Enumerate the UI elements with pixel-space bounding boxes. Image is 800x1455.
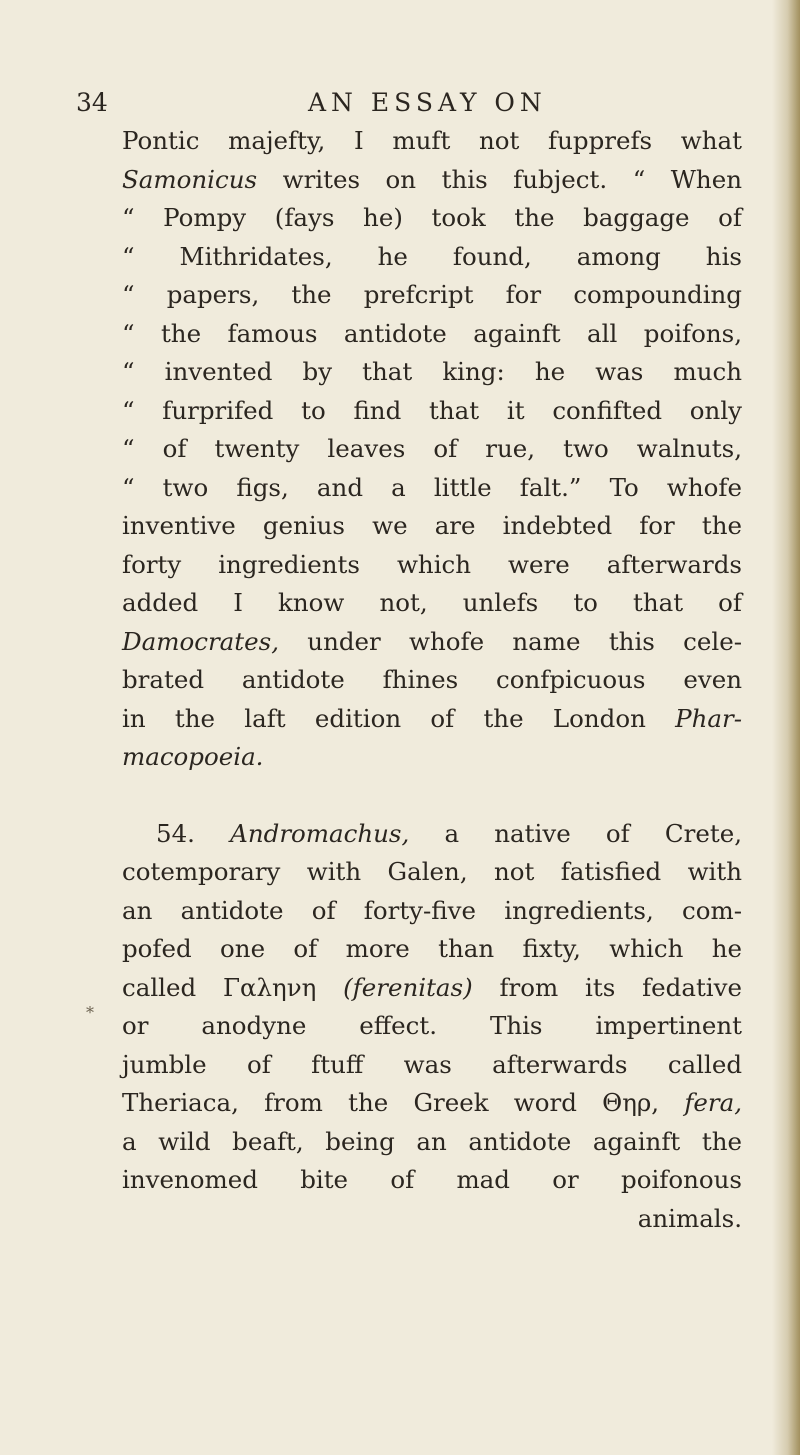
text-line [122, 815, 742, 854]
text-line [122, 161, 742, 200]
text-segment: “ Pompy (fays he) took the baggage of [122, 203, 742, 232]
text-line [122, 1123, 742, 1162]
italic-text-segment: Damocrates, [122, 626, 279, 656]
text-line [122, 969, 742, 1008]
text-line [122, 546, 742, 585]
text-segment: “ papers, the prefcript for compounding [122, 280, 742, 309]
text-line [122, 1084, 742, 1123]
text-segment: Theriaca, from the Greek word Θηρ, [122, 1088, 685, 1117]
text-segment: brated antidote fhines confpicuous even [122, 665, 742, 694]
text-segment: “ Mithridates, he found, among his [122, 241, 742, 271]
italic-text-segment: (ferenitas) [343, 972, 473, 1002]
text-line [122, 507, 742, 546]
text-line [122, 892, 742, 931]
text-segment: “ two figs, and a little falt.” To whofe [122, 472, 742, 502]
text-segment: invenomed bite of mad or poifonous [122, 1165, 742, 1194]
page-number: 34 [76, 88, 108, 117]
text-segment: “ furprifed to find that it confifted only [122, 395, 742, 425]
text-segment: inventive genius we are indebted for the [122, 511, 742, 540]
running-title: AN ESSAY ON [308, 88, 547, 117]
text-line [122, 853, 742, 892]
margin-asterisk-mark: * [86, 1003, 94, 1022]
text-segment: pofed one of more than fixty, which he [122, 934, 742, 963]
text-segment: under whofe name this cele- [278, 626, 742, 656]
text-segment: Pontic majefty, I muft not fupprefs what [122, 126, 742, 155]
text-line [122, 1046, 742, 1085]
text-segment: an antidote of forty-five ingredients, com- [122, 895, 742, 925]
text-line [122, 315, 742, 354]
text-segment: a wild beaft, being an antidote againft the [122, 1126, 742, 1156]
text-segment: “ of twenty leaves of rue, two walnuts, [122, 434, 742, 463]
text-segment: “ the famous antidote againft all poifons, [122, 318, 742, 348]
text-line [122, 623, 742, 662]
text-segment: in the laft edition of the London [122, 703, 676, 733]
text-segment: from its fedative [472, 972, 742, 1002]
text-line [122, 1161, 742, 1200]
text-line [122, 1200, 742, 1239]
text-segment: animals. [637, 1203, 742, 1233]
italic-text-segment: Andromachus, [230, 818, 410, 848]
text-segment: called Γαληνη [122, 972, 344, 1002]
text-line [122, 122, 742, 161]
text-line [122, 276, 742, 315]
text-segment: cotemporary with Galen, not fatisfied with [122, 857, 742, 886]
text-segment: jumble of ftuff was afterwards called [122, 1049, 742, 1079]
text-line [122, 700, 742, 739]
italic-text-segment: fera, [684, 1088, 742, 1117]
text-line [122, 738, 742, 777]
text-line [122, 661, 742, 700]
text-line [122, 199, 742, 238]
text-segment: “ invented by that king: he was much [122, 357, 742, 386]
text-segment: added I know not, unlefs to that of [122, 588, 742, 617]
page-edge-shadow [772, 0, 800, 1455]
text-line [122, 353, 742, 392]
text-segment: forty ingredients which were afterwards [122, 549, 742, 579]
text-line [122, 469, 742, 508]
text-line [122, 584, 742, 623]
text-segment: writes on this fubject. “ When [257, 164, 742, 194]
text-line [122, 392, 742, 431]
italic-text-segment: macopoeia. [122, 742, 264, 771]
body-text [122, 122, 742, 1238]
text-line [122, 238, 742, 277]
text-line [122, 430, 742, 469]
text-segment: a native of Crete, [409, 818, 742, 848]
text-line [122, 1007, 742, 1046]
text-segment: 54. [156, 818, 231, 848]
italic-text-segment: Samonicus [122, 164, 258, 194]
italic-text-segment: Phar- [675, 703, 742, 733]
text-line [122, 930, 742, 969]
text-segment: or anodyne effect. This impertinent [122, 1011, 742, 1040]
